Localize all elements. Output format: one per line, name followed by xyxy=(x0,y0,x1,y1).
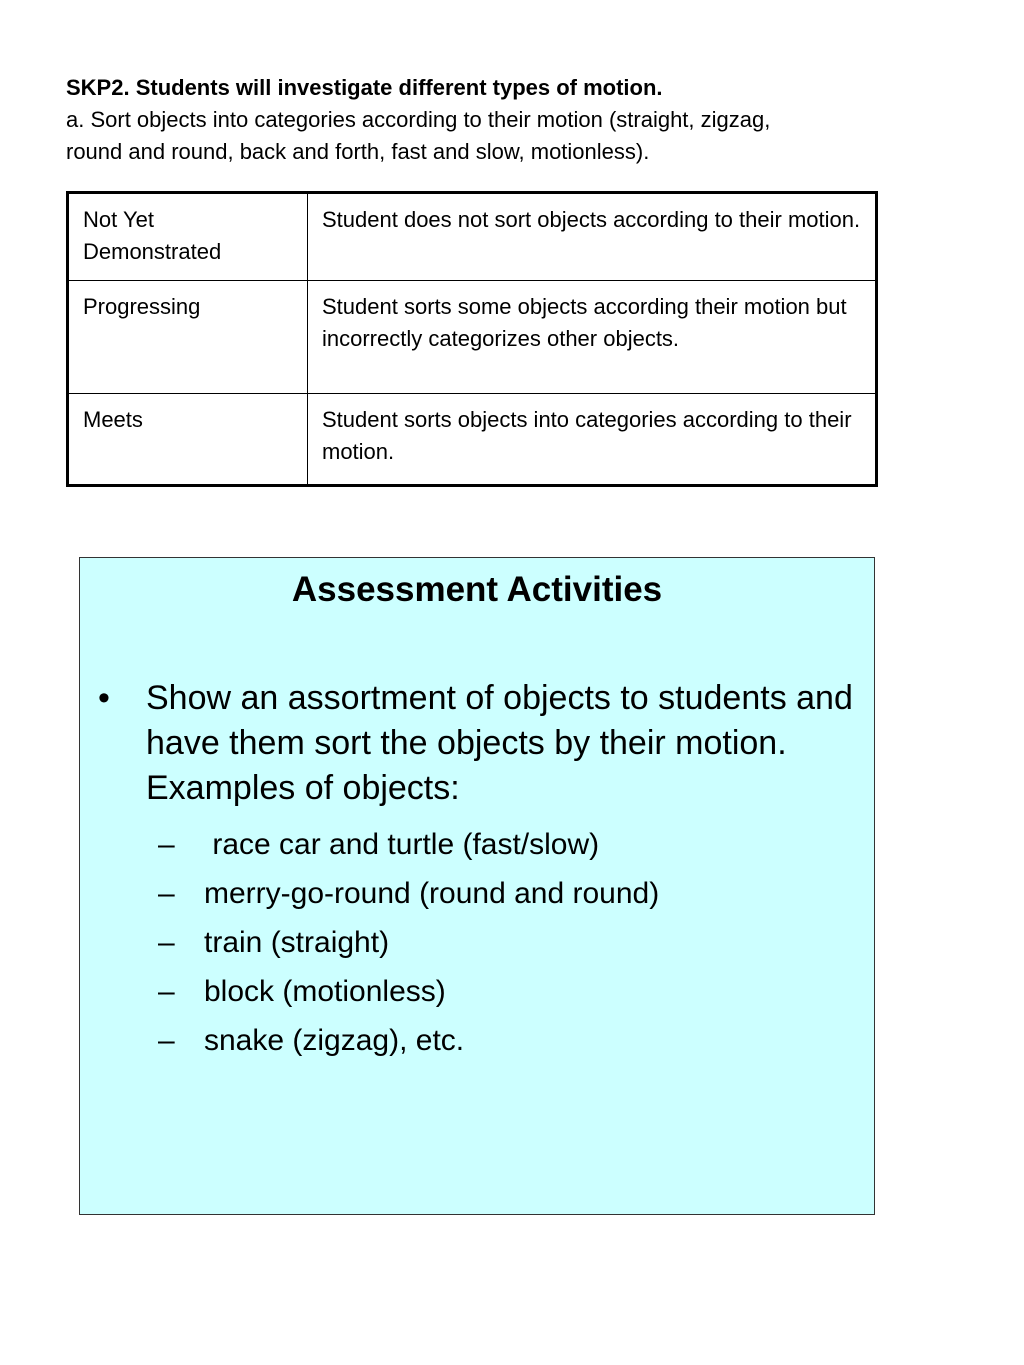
standard-title: SKP2. Students will investigate different types of motion. xyxy=(66,75,663,100)
rubric-row xyxy=(68,394,877,486)
dash-icon: – xyxy=(158,926,175,959)
rubric-level-cell xyxy=(68,193,308,281)
rubric-description-cell: Student sorts objects into categories according to their motion. xyxy=(308,394,877,486)
standard-header xyxy=(66,72,966,168)
bullet-icon: • xyxy=(98,679,110,717)
example-text: merry-go-round (round and round) xyxy=(204,877,660,910)
example-text: race car and turtle (fast/slow) xyxy=(204,828,600,861)
rubric-level-cell xyxy=(68,394,308,486)
rubric-row xyxy=(68,281,877,394)
list-item xyxy=(158,918,858,967)
rubric-row xyxy=(68,193,877,281)
dash-icon: – xyxy=(158,1024,175,1057)
dash-icon: – xyxy=(158,877,175,910)
standard-element-line-1: a. Sort objects into categories according to their motion (straight, zigzag, xyxy=(66,107,771,132)
rubric-description-cell: Student does not sort objects according to their motion. xyxy=(308,193,877,281)
list-item xyxy=(158,869,858,918)
list-item xyxy=(158,967,858,1016)
list-item xyxy=(158,820,858,869)
list-item xyxy=(158,1016,858,1065)
rubric-level-label: Progressing xyxy=(83,294,201,319)
rubric-level-label: Not Yet xyxy=(83,207,154,232)
standard-element-line-2: round and round, back and forth, fast and slow, motionless). xyxy=(66,139,650,164)
rubric-level-cell xyxy=(68,281,308,394)
example-text: block (motionless) xyxy=(204,975,446,1008)
dash-icon: – xyxy=(158,828,175,861)
rubric-level-label: Demonstrated xyxy=(83,239,222,264)
examples-list xyxy=(158,820,858,1065)
assessment-activities-box xyxy=(79,557,875,1215)
example-text: train (straight) xyxy=(204,926,390,959)
activities-bullet-text: Show an assortment of objects to students and have them sort the objects by their motion. Examples of objects: xyxy=(146,679,853,807)
rubric-level-label: Meets xyxy=(83,407,143,432)
activities-heading: Assessment Activities xyxy=(291,570,663,609)
dash-icon: – xyxy=(158,975,175,1008)
example-text: snake (zigzag), etc. xyxy=(204,1024,465,1057)
rubric-description-cell: Student sorts some objects according their motion but incorrectly categorizes other objects. xyxy=(308,281,877,394)
activities-bullet xyxy=(98,676,868,811)
rubric-table xyxy=(66,191,878,487)
